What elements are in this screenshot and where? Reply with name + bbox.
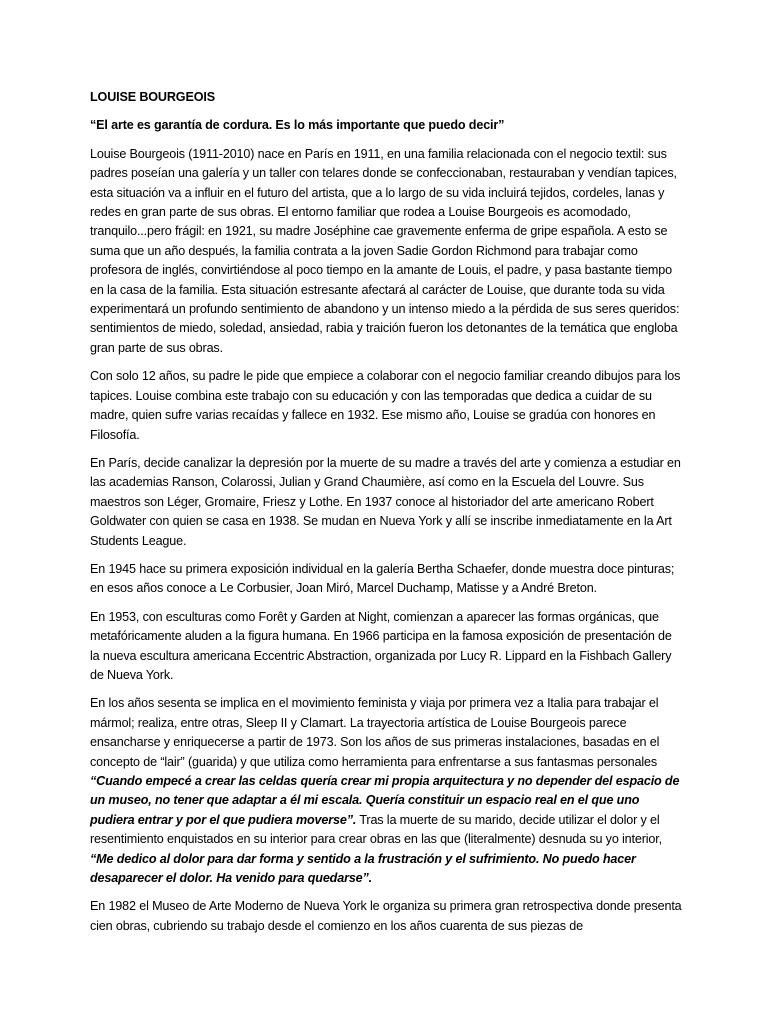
paragraph-sixties-installations [90, 694, 682, 888]
paragraph-organic-forms: En 1953, con esculturas como Forêt y Garden at Night, comienzan a aparecer las formas orgánicas, que metafóricamente aluden a la figura humana. En 1966 participa en la famosa exposición de presentación de la nueva escultura americana Eccentric Abstraction, organizada por Lucy R. Lippard en la Fishbach Gallery de Nueva York. [90, 609, 672, 682]
paragraph-youth: Con solo 12 años, su padre le pide que empiece a colaborar con el negocio familiar creando dibujos para los tapices. Louise combina este trabajo con su educación y con las temporadas que dedica a cuidar de su madre, quien sufre varias recaídas y fallece en 1932. Ese mismo año, Louise se gradúa con honores en Filosofía. [90, 369, 681, 442]
quoted-statement: “Cuando empecé a crear las celdas quería crear mi propia arquitectura y no depender del espacio de un museo, no tener que adaptar a él mi escala. Quería constituir un espacio real en el que uno pudiera entrar y por el que pudiera moverse”. [90, 774, 680, 827]
paragraph-text: Tras la muerte de su marido, decide utilizar el dolor y el resentimiento enquistados en su interior para crear obras en las que (literalmente) desnuda su yo interior, [90, 812, 662, 847]
paragraph-retrospective: En 1982 el Museo de Arte Moderno de Nueva York le organiza su primera gran retrospectiva donde presenta cien obras, cubriendo su trabajo desde el comienzo en los años cuarenta de sus piezas de [90, 899, 682, 933]
quoted-statement: “Me dedico al dolor para dar forma y sentido a la frustración y el sufrimiento. No puedo hacer desaparecer el dolor. Ha venido para quedarse”. [90, 851, 636, 886]
paragraph-early-life: Louise Bourgeois (1911-2010) nace en París en 1911, en una familia relacionada con el negocio textil: sus padres poseían una galería y un taller con telares donde se confeccionaban, restauraban y vendían tapices, esta situación va a influir en el futuro del artista, que a lo largo de su vida incluirá tejidos, cordeles, lanas y redes en gran parte de sus obras. El entorno familiar que rodea a Louise Bourgeois es acomodado, tranquilo...pero frágil: en 1921, su madre Joséphine cae gravemente enferma de gripe española. A esto se suma que un año después, la familia contrata a la joven Sadie Gordon Richmond para trabajar como profesora de inglés, convirtiéndose al poco tiempo en la amante de Louis, el padre, y pasa bastante tiempo en la casa de la familia. Esta situación estresante afectará al carácter de Louise, que durante toda su vida experimentará un profundo sentimiento de abandono y un intenso miedo a la pérdida de sus seres queridos: sentimientos de miedo, soledad, ansiedad, rabia y traición fueron los detonantes de la temática que engloba gran parte de sus obras. [90, 146, 680, 355]
document-title: LOUISE BOURGEOIS [90, 90, 215, 104]
paragraph-text: En los años sesenta se implica en el movimiento feminista y viaja por primera vez a Italia para trabajar el mármol; realiza, entre otras, Sleep II y Clamart. La trayectoria artística de Louise Bourgeois parece ensancharse y enriquecerse a partir de 1973. Son los años de sus primeras instalaciones, basadas en el concepto de “lair” (guarida) y que utiliza como herramienta para enfrentarse a sus fantasmas personales [90, 696, 660, 769]
epigraph-quote: “El arte es garantía de cordura. Es lo más importante que puedo decir” [90, 118, 505, 133]
document-page [90, 88, 682, 945]
paragraph-paris-studies: En París, decide canalizar la depresión por la muerte de su madre a través del arte y comienza a estudiar en las academias Ranson, Colarossi, Julian y Grand Chaumière, así como en la Escuela del Louvre. Sus maestros son Léger, Gromaire, Friesz y Lothe. En 1937 conoce al historiador del arte americano Robert Goldwater con quien se casa en 1938. Se mudan en Nueva York y allí se inscribe inmediatamente en la Art Students League. [90, 455, 681, 548]
paragraph-first-exhibition: En 1945 hace su primera exposición individual en la galería Bertha Schaefer, donde muestra doce pinturas; en esos años conoce a Le Corbusier, Joan Miró, Marcel Duchamp, Matisse y a André Breton. [90, 561, 675, 596]
